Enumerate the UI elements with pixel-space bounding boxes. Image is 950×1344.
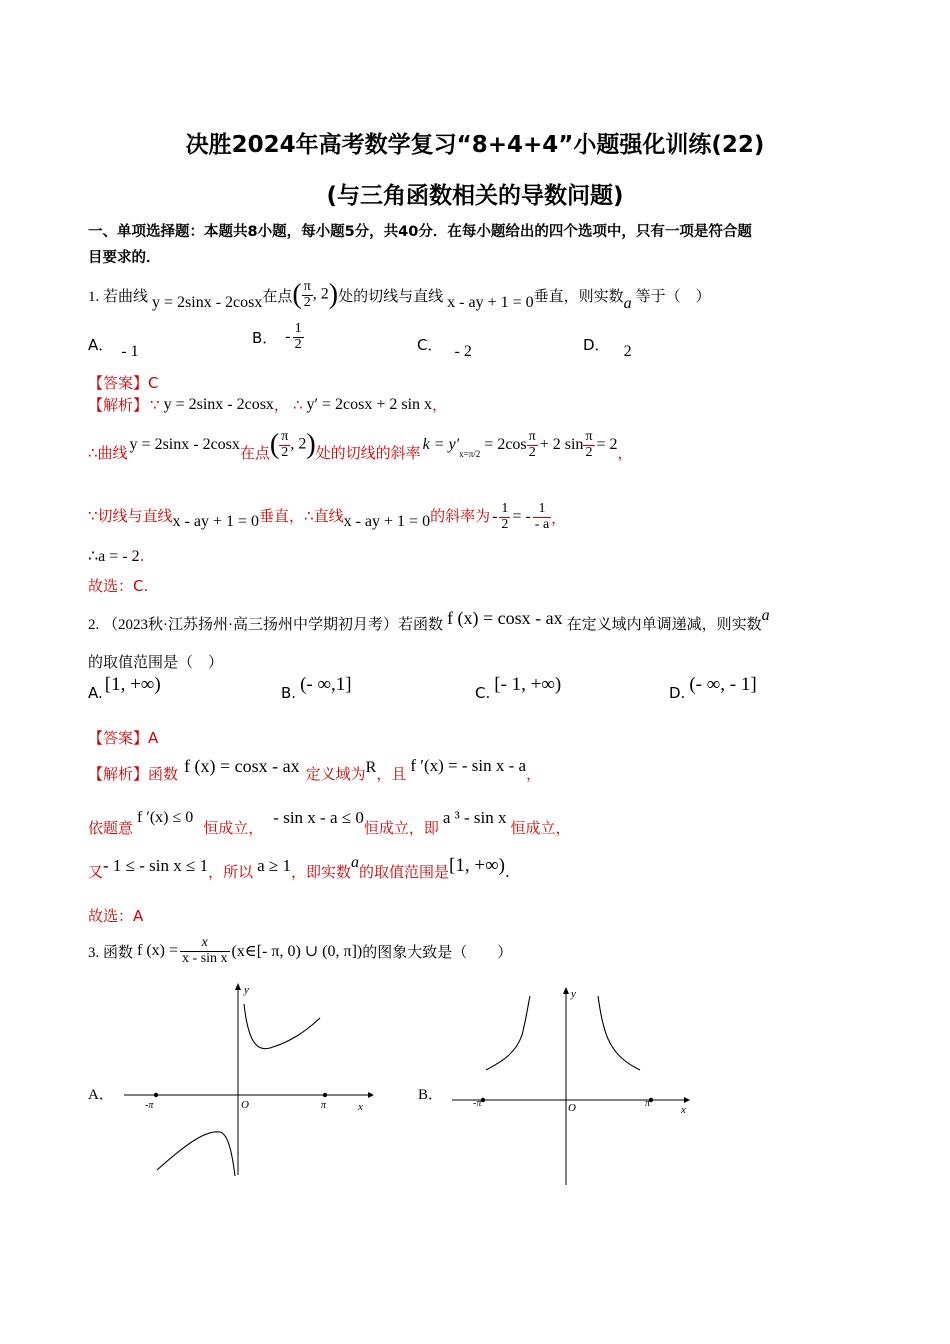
q1-analysis-line4: ∴a = - 2. xyxy=(88,547,145,565)
q2-option-b: B. (- ∞,1] xyxy=(281,674,352,702)
q2-analysis-line3: 又 - 1 ≤ - sin x ≤ 1 ，所以 a ≥ 1 ，即实数 a 的取值范围是 [1, +∞) . xyxy=(88,854,510,881)
q3-option-b-label: B． xyxy=(418,1087,444,1103)
q1-curve: y = 2sinx - 2cosx xyxy=(152,294,263,311)
q3-option-a-label: A． xyxy=(88,1087,114,1103)
x-axis-arrow-icon xyxy=(368,1092,374,1098)
curve-right xyxy=(244,1004,320,1049)
q1-point: ( $\frac{\pi}{2}$ , 2) xyxy=(292,278,339,310)
section-heading-line2: 目要求的． xyxy=(88,250,161,266)
q2-stem: 2. （2023秋·江苏扬州·高三扬州中学期初月考）若函数 f (x) = cosx - ax 在定义域内单调递减，则实数 a xyxy=(88,607,770,633)
q1-option-d: D． 2 xyxy=(583,336,632,360)
q3-stem: 3. 函数 f (x) = $\frac{x}{\text{x - sin x}}$ (x∈[- π, 0) ∪ (0, π]) 的图象大致是（ ） xyxy=(88,934,513,966)
neg-pi-point xyxy=(154,1093,158,1097)
y-label: y xyxy=(244,984,249,996)
q1-option-b: B． - $\frac{1}{2}$ xyxy=(252,321,302,352)
q1-analysis-line1: 【解析】 ∵ y = 2sinx - 2cosx ， ∴ y′ = 2cosx + 2 sin x ， xyxy=(88,395,448,414)
q1-line: x - ay + 1 = 0 xyxy=(447,294,534,311)
q1-stem-text: 等于（ ） xyxy=(635,288,711,305)
q1-stem-text: 处的切线与直线 xyxy=(338,288,444,305)
q1-analysis-line3: ∵切线与直线 x - ay + 1 = 0 垂直， ∴直线 x - ay + 1 = 0 的斜率为 - $\frac{1}{2}$ = - $\frac{1}{- a}$ ， xyxy=(88,500,567,532)
y-label: y xyxy=(571,988,576,1000)
q1-stem-text: 在点 xyxy=(262,288,293,305)
q3-graph-b xyxy=(440,980,700,1190)
y-axis-arrow-icon xyxy=(563,987,569,994)
origin-label: O xyxy=(568,1102,576,1114)
q3-graph-a xyxy=(110,980,380,1180)
neg-pi-point xyxy=(481,1098,485,1102)
curve-left xyxy=(486,996,530,1070)
q1-option-c: C． - 2 xyxy=(417,336,472,360)
pi-label: π xyxy=(645,1098,651,1109)
x-label: x xyxy=(358,1101,363,1113)
y-axis-arrow-icon xyxy=(235,983,241,990)
q2-analysis-line2: 依题意 f ′(x) ≤ 0 恒成立， - sin x - a ≤ 0 恒成立，即 a ³ - sin x 恒成立， xyxy=(88,808,571,837)
q1-option-a: A． - 1 xyxy=(88,336,139,360)
q1-var: a xyxy=(623,295,632,312)
x-label: x xyxy=(681,1104,686,1116)
q2-option-c: C. [- 1, +∞) xyxy=(475,674,562,702)
q1-stem xyxy=(88,270,711,320)
neg-pi-label: -π xyxy=(473,1098,482,1109)
q2-option-a: A. [1, +∞) xyxy=(88,674,161,702)
q1-analysis-line2: ∴曲线 y = 2sinx - 2cosx 在点 ( $\frac{\pi}{2}$ , 2) 处的切线的斜率 k = y′ x=π/2 = 2cos $\frac{\pi}{2}$ + 2 sin $\frac{\pi}{2}$ = 2 ， xyxy=(88,428,633,462)
q2-func: f (x) = cosx - ax xyxy=(447,607,563,628)
curve-right xyxy=(598,996,640,1070)
neg-pi-label: -π xyxy=(145,1100,154,1111)
q1-choose: 故选：C. xyxy=(88,577,149,595)
q2-option-d: D. (- ∞, - 1] xyxy=(669,674,757,702)
q2-analysis-line1: 【解析】 函数 f (x) = cosx - ax 定义域为 R ，且 f ′(x) = - sin x - a ， xyxy=(88,755,542,783)
page-title: 决胜2024年高考数学复习“8+4+4”小题强化训练(22) xyxy=(185,132,765,158)
page-subtitle: (与三角函数相关的导数问题) xyxy=(326,183,624,209)
q1-stem-text: 1. 若曲线 xyxy=(88,288,149,305)
curve-left xyxy=(157,1132,235,1176)
q2-choose: 故选：A xyxy=(88,907,144,925)
q2-answer: 【答案】A xyxy=(88,729,159,747)
pi-label: π xyxy=(321,1100,327,1111)
q1-answer: 【答案】C xyxy=(88,374,159,392)
section-heading-line1: 一、单项选择题：本题共8小题，每小题5分，共40分．在每小题给出的四个选项中，只有一项是符合题 xyxy=(88,224,752,240)
x-axis-arrow-icon xyxy=(684,1097,690,1103)
q1-stem-text: 垂直，则实数 xyxy=(533,288,624,305)
origin-label: O xyxy=(241,1099,249,1111)
q2-stem-end: 的取值范围是（ ） xyxy=(88,655,224,671)
pi-point xyxy=(323,1093,327,1097)
